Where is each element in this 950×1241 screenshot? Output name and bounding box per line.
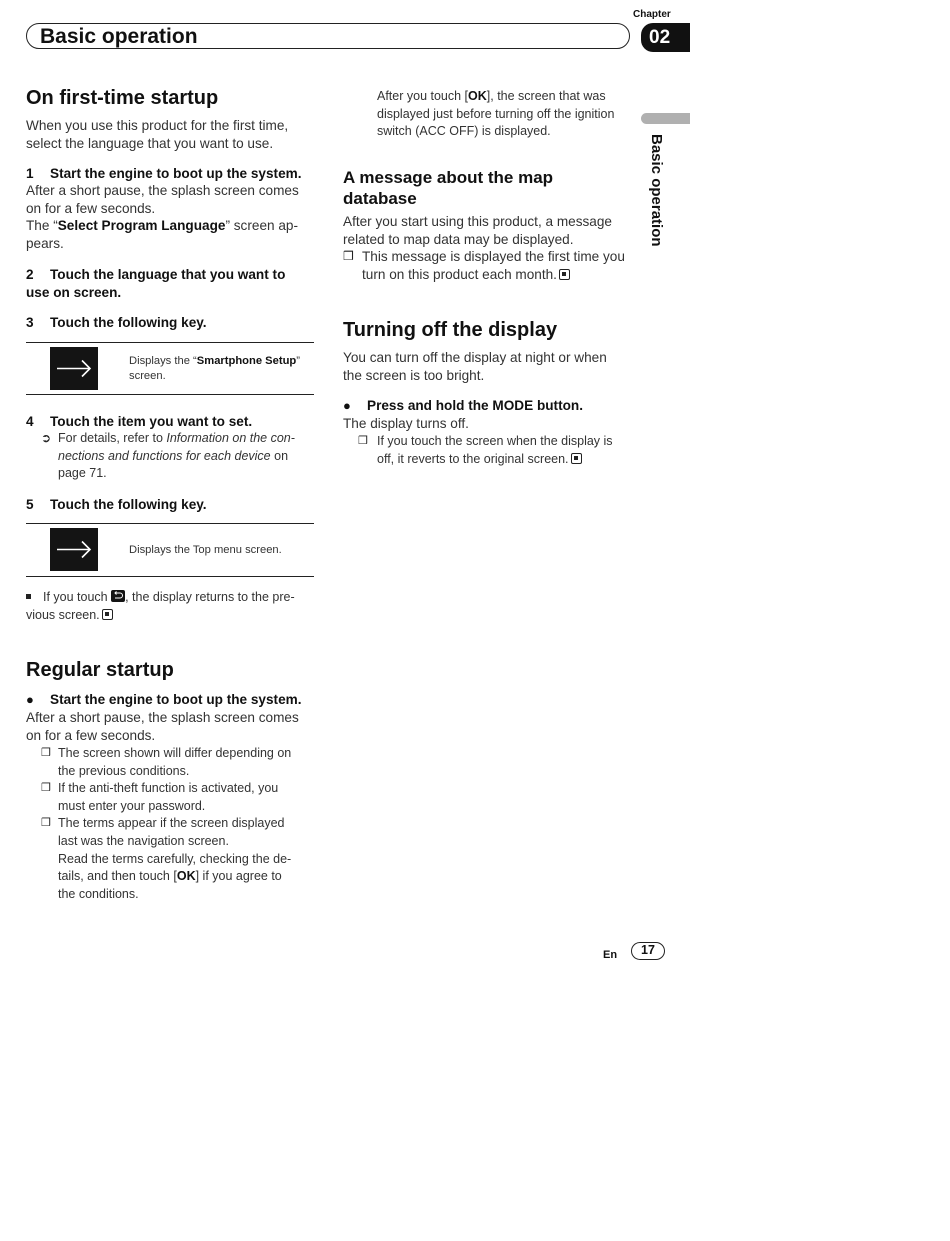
checkbox-note-icon: ❒ bbox=[343, 249, 354, 263]
body-line: After a short pause, the splash screen comes bbox=[26, 710, 299, 725]
body-line: related to map data may be displayed. bbox=[343, 231, 574, 247]
body-line bbox=[26, 217, 326, 235]
note-line bbox=[362, 266, 625, 284]
page-header-title: Basic operation bbox=[40, 25, 198, 48]
checkbox-note-icon: ❒ bbox=[358, 435, 368, 447]
intro-line: When you use this product for the first time, bbox=[26, 118, 289, 133]
text: ” bbox=[296, 355, 300, 367]
end-mark-icon bbox=[102, 609, 113, 620]
reference-note bbox=[41, 430, 321, 483]
key-description bbox=[129, 354, 300, 384]
note-line bbox=[377, 451, 613, 469]
bold-text: OK bbox=[468, 89, 487, 103]
note-line: switch (ACC OFF) is displayed. bbox=[377, 124, 551, 139]
italic-text: Information on the con- bbox=[166, 431, 295, 445]
note-line: the previous conditions. bbox=[58, 763, 190, 778]
side-tab-label: Basic operation bbox=[648, 134, 665, 247]
off-note bbox=[358, 433, 638, 468]
text: Displays the “ bbox=[129, 355, 197, 367]
note-line: displayed just before turning off the ignition bbox=[377, 106, 615, 121]
note-item bbox=[41, 780, 321, 815]
step-label: Touch the item you want to set. bbox=[50, 414, 253, 429]
step-number: 1 bbox=[26, 166, 34, 181]
end-mark-icon bbox=[559, 269, 570, 280]
body-line: the screen is too bright. bbox=[343, 367, 485, 383]
note-text bbox=[58, 815, 291, 903]
note-back bbox=[26, 589, 321, 624]
note-line: must enter your password. bbox=[58, 798, 206, 813]
section-title-first-startup: On first-time startup bbox=[26, 87, 219, 109]
note-line bbox=[26, 589, 321, 607]
checkbox-note-icon: ❒ bbox=[41, 782, 51, 795]
step-1-body bbox=[26, 182, 326, 253]
side-tab-marker bbox=[641, 113, 690, 124]
step-number: 3 bbox=[26, 315, 34, 330]
reference-arrow-icon: ➲ bbox=[41, 431, 52, 445]
step-label: Touch the following key. bbox=[50, 497, 207, 512]
note-line bbox=[377, 88, 639, 106]
step-2-heading bbox=[26, 266, 326, 302]
note-line: The screen shown will differ depending on bbox=[58, 746, 292, 760]
page-number: 17 bbox=[641, 943, 655, 957]
note-line: Read the terms carefully, checking the de- bbox=[58, 851, 292, 866]
section-title-turning-off-display: Turning off the display bbox=[343, 319, 558, 341]
bold-text: Smartphone Setup bbox=[196, 355, 297, 367]
key-line: screen. bbox=[129, 370, 166, 382]
right-arrow-icon bbox=[50, 528, 98, 571]
note-line: last was the navigation screen. bbox=[58, 833, 229, 848]
key-line bbox=[129, 354, 300, 369]
body-line: After you start using this product, a message bbox=[343, 214, 612, 229]
step-number: 5 bbox=[26, 497, 34, 512]
text: , the display returns to the pre- bbox=[125, 590, 295, 604]
body-line: pears. bbox=[26, 236, 64, 252]
step-1-heading bbox=[26, 165, 302, 183]
note-line bbox=[58, 868, 291, 886]
text: on bbox=[270, 448, 289, 463]
note-line: If the anti-theft function is activated, you bbox=[58, 781, 279, 796]
step-label: Touch the following key. bbox=[50, 315, 207, 330]
regular-body bbox=[26, 709, 326, 744]
note-line: The terms appear if the screen displayed bbox=[58, 816, 285, 831]
section-title-regular-startup: Regular startup bbox=[26, 659, 174, 681]
text: off, it reverts to the original screen. bbox=[377, 451, 569, 466]
off-bullet-heading bbox=[343, 397, 583, 415]
off-result: The display turns off. bbox=[343, 416, 469, 431]
text: If you touch bbox=[43, 590, 112, 604]
text: vious screen. bbox=[26, 607, 100, 622]
body-line: on for a few seconds. bbox=[26, 200, 156, 216]
italic-text: nections and functions for each device bbox=[58, 448, 271, 463]
title-line: database bbox=[343, 189, 417, 208]
intro-line: select the language that you want to use. bbox=[26, 135, 274, 151]
note-item bbox=[358, 433, 638, 468]
text: After you touch [ bbox=[377, 89, 469, 103]
map-note bbox=[343, 248, 638, 283]
text: For details, refer to bbox=[58, 431, 167, 445]
note-line: If you touch the screen when the display is bbox=[377, 434, 613, 448]
continued-note bbox=[377, 88, 639, 141]
text: The “ bbox=[26, 218, 58, 234]
step-number: 2 bbox=[26, 267, 34, 282]
checkbox-note-icon: ❒ bbox=[41, 747, 51, 759]
note-item bbox=[343, 248, 638, 283]
regular-notes bbox=[41, 745, 321, 903]
text: ” screen ap- bbox=[225, 218, 298, 234]
table-rule bbox=[26, 394, 314, 395]
table-rule bbox=[26, 576, 314, 577]
note-square-icon bbox=[26, 594, 31, 599]
chapter-number: 02 bbox=[649, 27, 671, 48]
table-rule bbox=[26, 523, 314, 524]
note-text bbox=[362, 248, 625, 283]
title-line: A message about the map bbox=[343, 168, 554, 187]
note-item bbox=[41, 815, 321, 903]
ref-line: page 71. bbox=[58, 466, 107, 481]
bullet-dot-icon: ● bbox=[343, 398, 351, 413]
text: ] if you agree to bbox=[195, 869, 282, 884]
step-label: use on screen. bbox=[26, 285, 122, 300]
text: tails, and then touch [ bbox=[58, 869, 177, 884]
text: ], the screen that was bbox=[486, 89, 606, 103]
off-body bbox=[343, 349, 638, 384]
ref-line bbox=[58, 448, 295, 466]
bullet-dot-icon: ● bbox=[26, 692, 34, 707]
ref-row bbox=[41, 430, 321, 483]
step-5-heading bbox=[26, 496, 207, 514]
note-text bbox=[58, 745, 291, 780]
step-4-heading bbox=[26, 413, 252, 431]
end-mark-icon bbox=[571, 453, 582, 464]
step-label: Touch the language that you want to bbox=[50, 267, 286, 282]
regular-bullet-heading bbox=[26, 691, 302, 709]
body-line: After a short pause, the splash screen comes bbox=[26, 183, 299, 198]
step-number: 4 bbox=[26, 414, 34, 429]
ref-text bbox=[58, 430, 295, 483]
right-arrow-icon bbox=[50, 347, 98, 390]
checkbox-note-icon: ❒ bbox=[41, 817, 51, 830]
note-text bbox=[58, 780, 278, 815]
note-text bbox=[377, 433, 613, 468]
intro-text bbox=[26, 117, 326, 152]
bold-text: Select Program Language bbox=[57, 218, 226, 234]
back-return-icon bbox=[111, 590, 125, 602]
step-label: Start the engine to boot up the system. bbox=[50, 166, 302, 181]
step-label: Press and hold the MODE button. bbox=[367, 398, 583, 413]
note-item bbox=[41, 745, 321, 780]
note-line: This message is displayed the first time you bbox=[362, 249, 625, 264]
key-description: Displays the Top menu screen. bbox=[129, 544, 282, 556]
note-line bbox=[26, 607, 321, 625]
step-label: Start the engine to boot up the system. bbox=[50, 692, 302, 707]
chapter-label: Chapter bbox=[633, 9, 671, 20]
table-rule bbox=[26, 342, 314, 343]
body-line: on for a few seconds. bbox=[26, 727, 156, 743]
text: turn on this product each month. bbox=[362, 266, 557, 282]
ref-line bbox=[58, 430, 295, 448]
section-title-map-database bbox=[343, 167, 633, 209]
note-line: the conditions. bbox=[58, 886, 139, 901]
map-body bbox=[343, 213, 638, 248]
bold-text: OK bbox=[176, 869, 196, 884]
language-label: En bbox=[603, 949, 618, 961]
step-3-heading bbox=[26, 314, 207, 332]
body-line: You can turn off the display at night or when bbox=[343, 350, 607, 365]
